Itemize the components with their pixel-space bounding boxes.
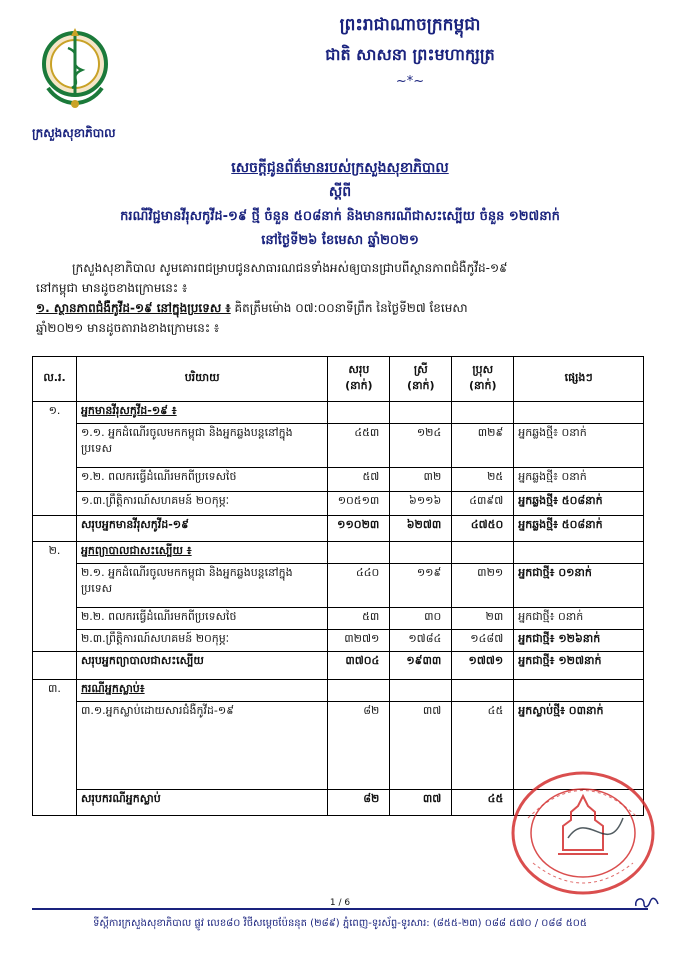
table-header-row (33, 357, 644, 402)
doc-title-line2: ស្តីពី (328, 184, 352, 200)
motto-heading: ជាតិ សាសនា ព្រះមហាក្សត្រ (325, 45, 495, 64)
row-desc: ៣.១.អ្នកស្លាប់ដោយសារជំងឺកូវីដ-១៩ (76, 702, 327, 790)
intro-line1: ក្រសួងសុខាភិបាល សូមគោរពជម្រាបជូនសាធារណជនទាំងអស់ឲ្យបានជ្រាបពីស្ថានភាពជំងឺកូវីដ-១៩ (72, 261, 508, 275)
sum-desc: សរុបអ្នកព្យាបាលជាសះស្បើយ (76, 652, 327, 680)
table-sum-row (33, 516, 644, 542)
sum-total: ៨២ (328, 790, 390, 816)
official-stamp (508, 768, 658, 898)
table-row (33, 402, 644, 424)
sum-other: អ្នកជាថ្មី៖ ១២៧នាក់ (514, 652, 644, 680)
row-total: ១០៥១៣ (328, 492, 390, 516)
row-male: ៤៣៩៧ (452, 492, 514, 516)
row-female: ១១៩ (390, 564, 452, 608)
page-number: 1 / 6 (329, 898, 351, 908)
sum-male: ១៧៧១ (452, 652, 514, 680)
row-male: ៣២១ (452, 564, 514, 608)
group1-title: អ្នកមានវីរុសកូវីដ-១៩ ៖ (76, 402, 327, 424)
doc-title-line1: សេចក្តីជូនព័ត៌មានរបស់ក្រសួងសុខាភិបាល (231, 160, 449, 176)
section1-text2: ឆ្នាំ២០២១ មានដូចតារាងខាងក្រោមនេះ ៖ (36, 321, 220, 335)
sum-male: ៤៧៥០ (452, 516, 514, 542)
intro-paragraph (36, 258, 646, 298)
row-other: អ្នកឆ្លងថ្មី៖ ៥០៨នាក់ (514, 492, 644, 516)
row-male: ៣២៩ (452, 424, 514, 468)
doc-title-line4: នៅថ្ងៃទី២៦ ខែមេសា ឆ្នាំ២០២១ (261, 233, 419, 248)
group1-number: ១. (33, 402, 77, 516)
table-sum-row (33, 652, 644, 680)
row-total: ៣២៧១ (328, 630, 390, 652)
row-total: ៨២ (328, 702, 390, 790)
section1-heading: ១. ស្ថានភាពជំងឺកូវីដ-១៩ នៅក្នុងប្រទេស ៖ (36, 301, 231, 315)
row-desc: ១.២. ពលករធ្វើដំណើរមកពីប្រទេសថៃ (76, 468, 327, 492)
intro-line2: នៅកម្ពុជា មានដូចខាងក្រោមនេះ ៖ (36, 281, 188, 295)
table-row (33, 468, 644, 492)
col-header-female: ស្រី (នាក់) (390, 357, 452, 402)
row-total: ៥៧ (328, 468, 390, 492)
row-male: ២៥ (452, 468, 514, 492)
table-row (33, 564, 644, 608)
kingdom-heading: ព្រះរាជាណាចក្រកម្ពុជា (339, 15, 481, 35)
sum-other: អ្នកឆ្លងថ្មី៖ ៥០៨នាក់ (514, 516, 644, 542)
table-row (33, 424, 644, 468)
row-desc: ២.១. អ្នកដំណើរចូលមកកម្ពុជា និងអ្នកឆ្លងបន្តនៅក្នុងប្រទេស (76, 564, 327, 608)
sum-female: ១៩៣៣ (390, 652, 452, 680)
section1-paragraph (36, 298, 646, 338)
row-desc: ២.៣.ព្រឹត្តិការណ៍សហគមន៍ ២០កុម្ភៈ (76, 630, 327, 652)
row-male: ៤៥ (452, 702, 514, 790)
ministry-label: ក្រសួងសុខាភិបាល (32, 126, 116, 140)
row-other: អ្នកជាថ្មី៖ ០នាក់ (514, 608, 644, 630)
row-total: ៥៣ (328, 608, 390, 630)
row-desc: ១.៣.ព្រឹត្តិការណ៍សហគមន៍ ២០កុម្ភៈ (76, 492, 327, 516)
row-other: អ្នកឆ្លងថ្មី៖ ០នាក់ (514, 468, 644, 492)
group3-number: ៣. (33, 680, 77, 816)
sum-female: ៣៧ (390, 790, 452, 816)
row-desc: ២.២. ពលករធ្វើដំណើរមកពីប្រទេសថៃ (76, 608, 327, 630)
col-header-no: ល.រ. (33, 357, 77, 402)
col-header-male: ប្រុស (នាក់) (452, 357, 514, 402)
covid-status-table (32, 356, 644, 816)
doc-title-line3: ករណីវិជ្ជមានវីរុសកូវីដ-១៩ ថ្មី ចំនួន ៥០៨នាក់ និងមានករណីជាសះស្បើយ ចំនួន ១២៧នាក់ (120, 209, 560, 224)
sum-desc: សរុបករណីអ្នកស្លាប់ (76, 790, 327, 816)
row-other: អ្នកជាថ្មី៖ ១២៦នាក់ (514, 630, 644, 652)
row-other: អ្នកឆ្លងថ្មី៖ ០នាក់ (514, 424, 644, 468)
row-other: អ្នកជាថ្មី៖ ០១នាក់ (514, 564, 644, 608)
row-total: ៤៥៣ (328, 424, 390, 468)
col-header-other: ផ្សេងៗ (514, 357, 644, 402)
sum-total: ៣៧០៤ (328, 652, 390, 680)
row-total: ៤៤០ (328, 564, 390, 608)
row-female: ៣៧ (390, 702, 452, 790)
sum-male: ៤៥ (452, 790, 514, 816)
group2-title: អ្នកព្យាបាលជាសះស្បើយ ៖ (76, 542, 327, 564)
row-desc: ១.១. អ្នកដំណើរចូលមកកម្ពុជា និងអ្នកឆ្លងបន្តនៅក្នុងប្រទេស (76, 424, 327, 468)
col-header-desc: បរិយាយ (76, 357, 327, 402)
row-female: ៣០ (390, 608, 452, 630)
table-row (33, 608, 644, 630)
table-row (33, 630, 644, 652)
table-row (33, 680, 644, 702)
footer-address: ទីស្តីការក្រសួងសុខាភិបាល ផ្លូវ លេខ៨០ វិថីសម្តេចប៉ែននុត (២៨៩) ភ្នំពេញ-ទូរស័ព្ទ-ទូរសារ: (៨៥៥-២៣) ០៨៨ ៥៧០ / ០៨៨ ៥០៥ (93, 918, 587, 929)
table-row (33, 542, 644, 564)
header-ornament: ~*~ (395, 74, 425, 89)
table-row (33, 492, 644, 516)
row-female: ១២៤ (390, 424, 452, 468)
sum-total: ១១០២៣ (328, 516, 390, 542)
col-header-total: សរុប (នាក់) (328, 357, 390, 402)
sum-female: ៦២៧៣ (390, 516, 452, 542)
group3-title: ករណីអ្នកស្លាប់៖ (76, 680, 327, 702)
row-female: ៦១១៦ (390, 492, 452, 516)
sum-desc: សរុបអ្នកមានវីរុសកូវីដ-១៩ (76, 516, 327, 542)
row-female: ៣២ (390, 468, 452, 492)
row-male: ១៤៨៧ (452, 630, 514, 652)
group2-number: ២. (33, 542, 77, 652)
row-female: ១៧៨៤ (390, 630, 452, 652)
footer-divider (32, 908, 648, 910)
row-male: ២៣ (452, 608, 514, 630)
row-other: អ្នកស្លាប់ថ្មី៖ ០៣នាក់ (514, 702, 644, 790)
section1-text1: គិតត្រឹមម៉ោង ០៧:០០នាទីព្រឹក នៃថ្ងៃទី២៧ ខែមេសា (230, 301, 468, 315)
